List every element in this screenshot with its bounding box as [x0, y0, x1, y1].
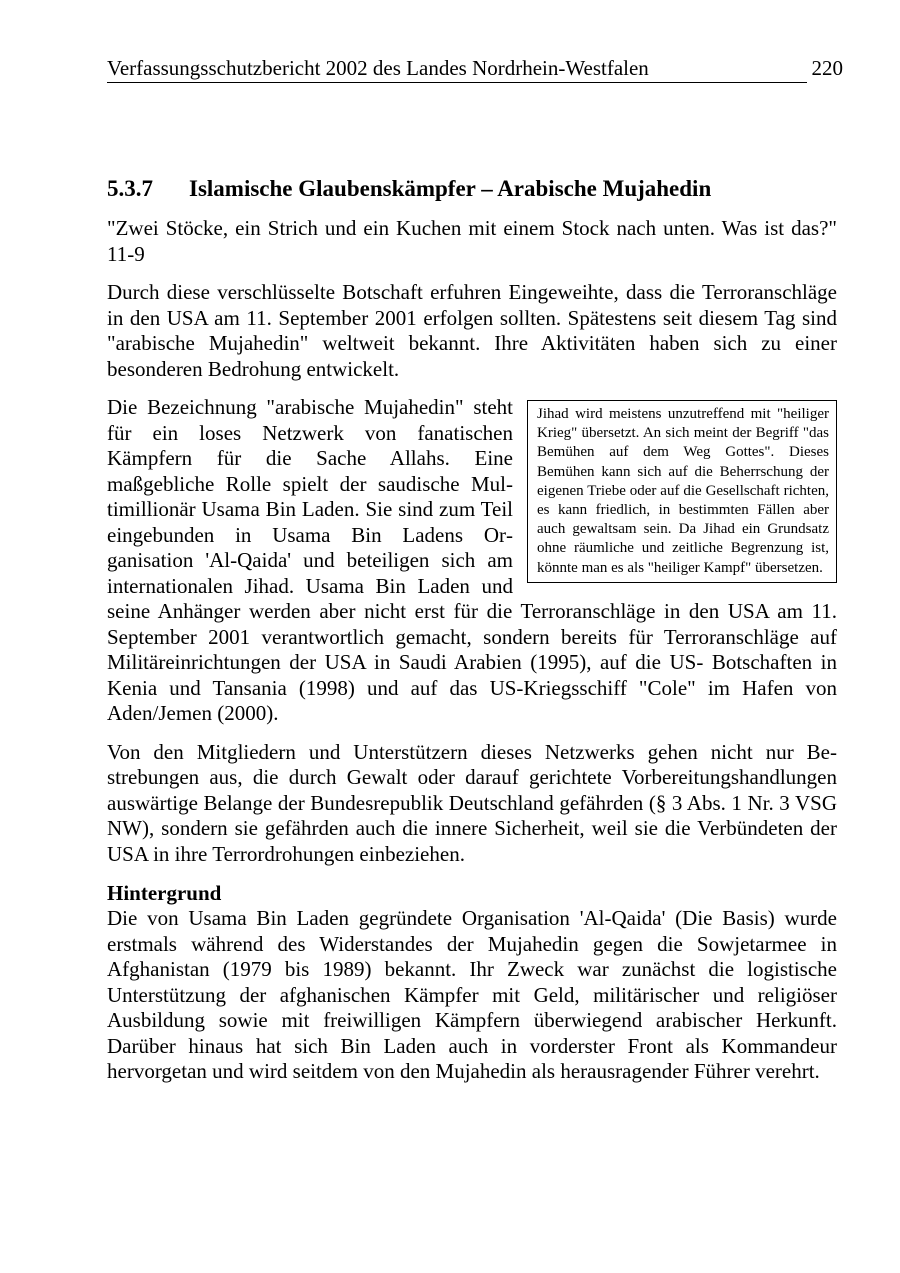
- section-heading: [107, 175, 711, 203]
- section-title: Islamische Glaubenskämpfer – Arabische Mujahedin: [189, 176, 712, 201]
- paragraph-network: [107, 395, 837, 727]
- paragraph-quote: "Zwei Stöcke, ein Strich und ein Kuchen mit einem Stock nach unten. Was ist das?" 11-9: [107, 216, 837, 266]
- paragraph-background: Die von Usama Bin Laden gegründete Organisation 'Al-Qaida' (Die Basis) wurde erstmals während des Widerstandes der Mujahedin gegen die Sowjetarmee in Afghanistan (1979 bis 1989) bekannt. Ihr Zweck war zunächst die logistische Unterstützung der afghanischen Kämpfer mit Geld, militärischer und religiöser Ausbildung sowie mit freiwilligen Kämpfern überwiegend arabischer Herkunft. Darüber hinaus hat sich Bin Laden auch in vorderster Front als Kommandeur hervorgetan und wird seitdem von den Mujahedin als herausragender Führer verehrt.: [107, 906, 837, 1083]
- subheading-background: Hintergrund: [107, 881, 222, 905]
- header-title: Verfassungsschutzbericht 2002 des Landes Nordrhein-Westfalen: [107, 56, 649, 80]
- running-header: [107, 55, 843, 83]
- paragraph-network-text: Die Bezeichnung "arabische Mujahedin" steht für ein loses Netzwerk von fanatischen Kämpfern für die Sache Allahs. Eine maßgebliche Rolle spielt der saudische Multimillionär Usama Bin Laden. Sie sind zum Teil eingebunden in Usama Bin Ladens Organisation 'Al-Qaida' und beteiligen sich am internationalen Jihad. Usama Bin Laden und seine Anhänger werden aber nicht erst für die Terroranschläge in den USA am 11. September 2001 verantwortlich gemacht, sondern bereits für Terroranschläge auf Militäreinrichtungen der USA in Saudi Arabien (1995), auf die US- Botschaften in Kenia und Tansania (1998) und auf das US-Kriegsschiff "Cole" im Hafen von Aden/Jemen (2000).: [107, 395, 837, 725]
- paragraph-threat: Von den Mitgliedern und Unterstützern dieses Netzwerks gehen nicht nur Bestrebungen aus, die durch Gewalt oder darauf gerichtete Vorbereitungshandlungen auswärtige Belange der Bundesrepublik Deutschland gefährden (§ 3 Abs. 1 Nr. 3 VSG NW), sondern sie gefährden auch die innere Sicherheit, weil sie die Verbündeten der USA in ihre Terrordrohungen einbeziehen.: [107, 739, 837, 866]
- page-number: 220: [811, 56, 843, 80]
- section-number: 5.3.7: [107, 176, 153, 201]
- jihad-info-box: Jihad wird meistens unzutreffend mit "heiliger Krieg" übersetzt. An sich meint der Begriff "das Bemühen auf dem Weg Gottes". Dieses Bemühen kann sich auf die Beherrschung der eigenen Triebe oder auf die Gesellschaft richten, es kann friedlich, in bestimmten Fällen aber auch gewaltsam sein. Da Jihad ein Grundsatz ohne räumliche und zeitliche Begrenzung ist, könnte man es als "heiliger Kampf" übersetzen.: [527, 400, 837, 583]
- body-text: [107, 216, 837, 1098]
- paragraph-intro: Durch diese verschlüsselte Botschaft erfuhren Eingeweihte, dass die Terroranschläge in den USA am 11. September 2001 erfolgen sollten. Spätestens seit diesem Tag sind "arabische Mujahedin" weltweit bekannt. Ihre Aktivitäten haben sich zu einer besonderen Bedrohung entwickelt.: [107, 280, 837, 381]
